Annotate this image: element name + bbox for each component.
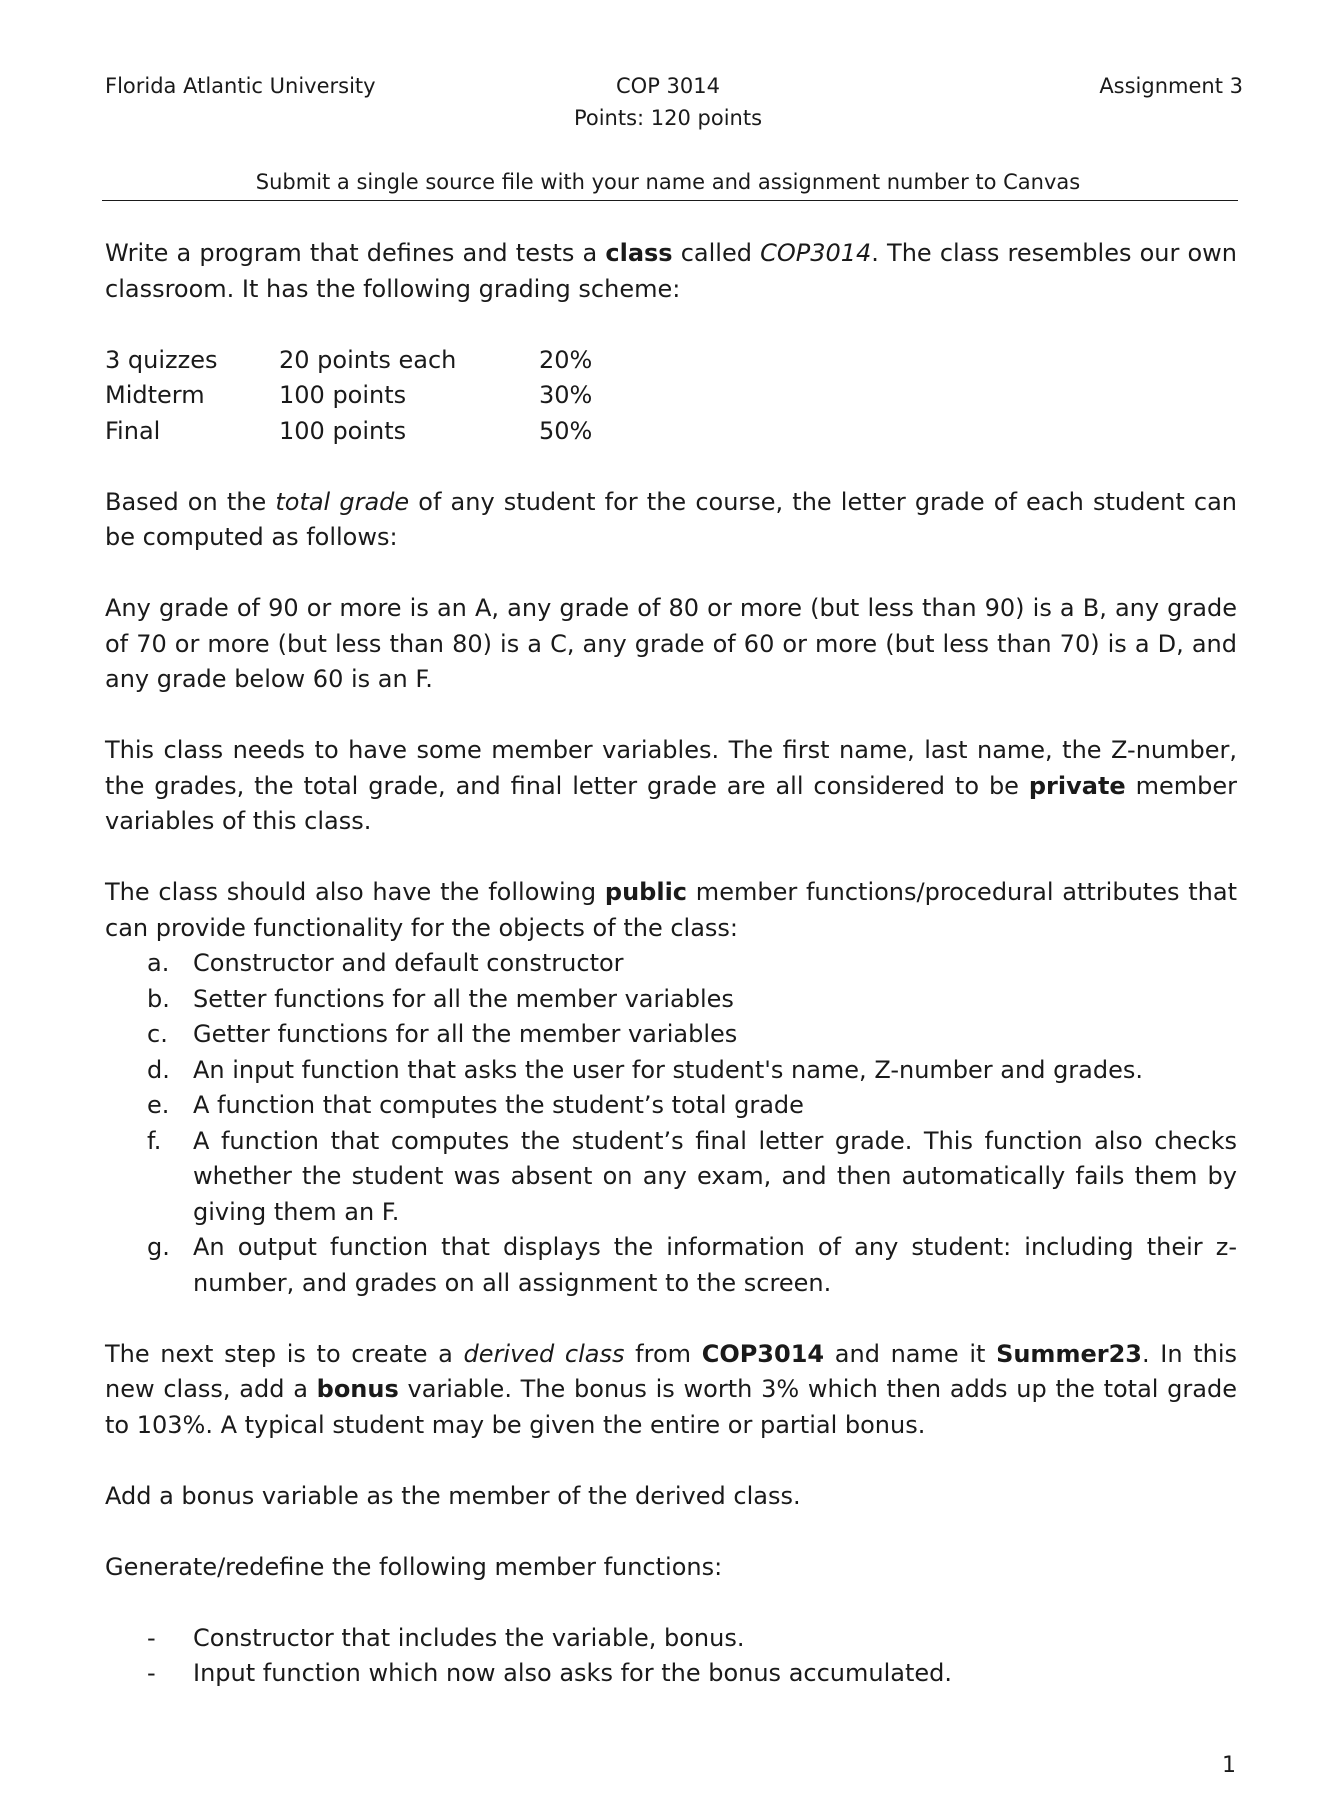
members-text-1: This class needs to have some member variables. The first name, last name, the Z-number, the grades, the total grade, and final letter grade are all considered to be [105, 736, 1237, 800]
page-number: 1 [1222, 1753, 1236, 1778]
header-points: Points: 120 points [573, 106, 763, 130]
grading-item: Final [105, 416, 161, 445]
intro-italic-classname: COP3014 [760, 239, 872, 267]
derived-text-1: The next step is to create a [105, 1339, 464, 1368]
derived-text-5: variable. The bonus is worth 3% which then adds up the total grade to 103%. A typical student may be given the entire or partial bonus. [105, 1375, 1237, 1439]
redefine-intro-paragraph: Generate/redefine the following member functions: [105, 1552, 723, 1581]
header-institution: Florida Atlantic University [105, 74, 376, 98]
grading-item: 3 quizzes [105, 345, 218, 374]
functions-intro-paragraph [105, 875, 1237, 946]
list-item-text: A function that computes the student’s final letter grade. This function also checks whether the student was absent on any exam, and then automatically fails them by giving them an F. [193, 1126, 1237, 1226]
grading-points: 100 points [279, 381, 407, 409]
derived-bold-name: Summer23 [996, 1339, 1142, 1368]
functions-intro-text-1: The class should also have the following [105, 878, 605, 906]
list-item [105, 1124, 1237, 1231]
grading-item: Midterm [105, 381, 205, 409]
members-text-2: member variables of this class. [105, 771, 1238, 835]
list-item-text: Setter functions for all the member variables [193, 984, 734, 1013]
list-item [105, 1656, 1237, 1692]
list-item [105, 1088, 1237, 1124]
list-item [105, 1230, 1237, 1301]
list-item-text: Constructor and default constructor [193, 949, 624, 977]
list-item-text: Getter functions for all the member variables [193, 1020, 738, 1048]
list-marker: f. [147, 1126, 162, 1155]
intro-paragraph [105, 236, 1237, 307]
derived-bold-bonus: bonus [316, 1375, 399, 1403]
functions-intro-bold-public: public [604, 878, 688, 906]
grading-weight: 30% [539, 381, 593, 409]
table-row [105, 343, 592, 379]
redefine-functions-list [105, 1621, 1237, 1692]
spacer [105, 1585, 1237, 1621]
submission-instructions: Submit a single source file with your name and assignment number to Canvas [255, 170, 1081, 194]
intro-text-1: Write a program that defines and tests a [105, 239, 606, 267]
assignment-body [105, 236, 1237, 1692]
grading-weight: 50% [539, 416, 593, 445]
list-marker: g. [147, 1233, 170, 1261]
spacer [105, 1514, 1237, 1550]
intro-bold-class: class [605, 239, 673, 267]
intro-text-3: . The class resembles our own classroom. It has the following grading scheme: [105, 239, 1238, 303]
list-marker: c. [147, 1020, 168, 1048]
member-variables-paragraph [105, 733, 1237, 840]
list-item-text: Input function which now also asks for the bonus accumulated. [193, 1659, 952, 1687]
list-item [105, 1621, 1237, 1657]
list-item [105, 982, 1237, 1018]
list-marker: a. [147, 949, 170, 977]
list-marker: - [147, 1659, 156, 1687]
list-item [105, 1053, 1237, 1089]
header-assignment: Assignment 3 [1099, 74, 1243, 98]
header-divider [102, 200, 1238, 201]
grading-points: 100 points [279, 416, 407, 445]
list-item-text: A function that computes the student’s total grade [193, 1091, 804, 1119]
grading-weight: 20% [539, 345, 593, 374]
header-course: COP 3014 [616, 74, 720, 98]
functions-intro-text-2: member functions/procedural attributes that can provide functionality for the objects of the class: [105, 878, 1237, 942]
spacer [105, 556, 1237, 592]
list-item-text: Constructor that includes the variable, bonus. [193, 1623, 745, 1652]
list-item [105, 1017, 1237, 1053]
spacer [105, 449, 1237, 485]
table-row [105, 378, 592, 414]
list-marker: e. [147, 1091, 170, 1119]
derived-italic-derived-class: derived class [463, 1339, 625, 1368]
list-item [105, 946, 1237, 982]
derived-text-4: . In this new class, add a [105, 1339, 1238, 1403]
derived-bold-base: COP3014 [701, 1339, 825, 1368]
bonus-member-paragraph: Add a bonus variable as the member of the derived class. [105, 1481, 801, 1510]
member-functions-list [105, 946, 1237, 1301]
derived-class-paragraph [105, 1337, 1237, 1444]
list-item-text: An output function that displays the information of any student: including their z-number, and grades on all assignment to the screen. [193, 1233, 1237, 1297]
list-marker: b. [147, 984, 170, 1013]
intro-text-2: called [672, 239, 761, 267]
list-marker: d. [147, 1055, 170, 1084]
grading-scheme-table [105, 343, 592, 450]
basis-italic-total-grade: total grade [275, 487, 410, 516]
spacer [105, 307, 1237, 343]
list-item-text: An input function that asks the user for student's name, Z-number and grades. [193, 1055, 1144, 1084]
basis-text-1: Based on the [105, 487, 276, 516]
basis-paragraph [105, 485, 1237, 556]
spacer [105, 1301, 1237, 1337]
list-marker: - [147, 1623, 156, 1652]
letter-grade-rules: Any grade of 90 or more is an A, any grade of 80 or more (but less than 90) is a B, any grade of 70 or more (but less than 80) is a C, any grade of 60 or more (but less than 70) is a D, and any grade below 60 is an F. [105, 594, 1237, 693]
table-row [105, 414, 592, 450]
basis-text-2: of any student for the course, the letter grade of each student can be computed as follows: [105, 487, 1238, 551]
derived-text-3: and name it [824, 1339, 997, 1368]
grading-points: 20 points each [279, 345, 457, 374]
spacer [105, 840, 1237, 876]
spacer [105, 1443, 1237, 1479]
spacer [105, 698, 1237, 734]
members-bold-private: private [1028, 771, 1126, 800]
derived-text-2: from [624, 1339, 702, 1368]
